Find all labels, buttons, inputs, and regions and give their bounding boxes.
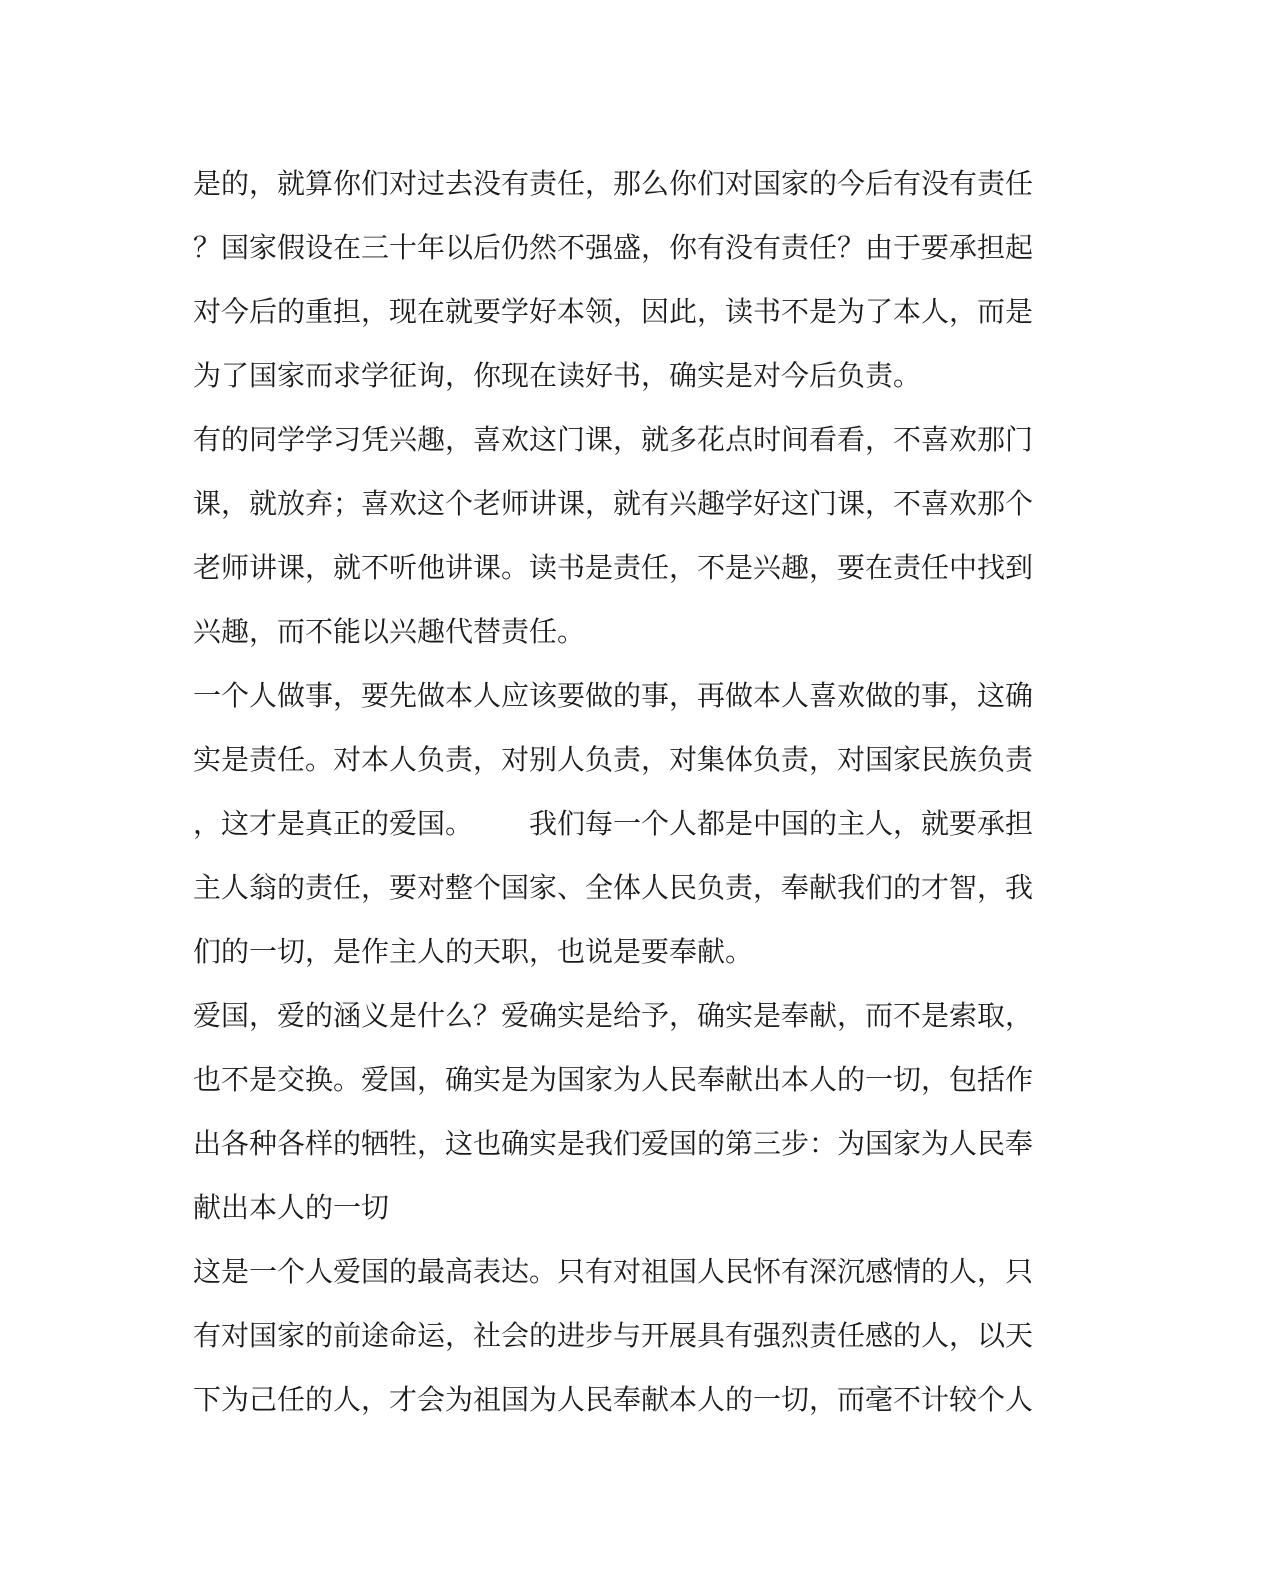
text-line: 们的一切，是作主人的天职，也说是要奉献。	[193, 935, 754, 968]
text-line: 爱国，爱的涵义是什么？爱确实是给予，确实是奉献，而不是索取，	[193, 999, 1034, 1032]
text-segment: ，这才是真正的爱国。	[193, 807, 474, 840]
text-line: 为了国家而求学征询，你现在读好书，确实是对今后负责。	[193, 359, 922, 392]
text-line: 对今后的重担，现在就要学好本领，因此，读书不是为了本人，而是	[193, 295, 1034, 328]
text-segment: 我们每一个人都是中国的主人，就要承担	[529, 807, 1034, 840]
text-line: 有对国家的前途命运，社会的进步与开展具有强烈责任感的人，以天	[193, 1319, 1034, 1352]
text-line	[193, 792, 1055, 856]
text-line: 实是责任。对本人负责，对别人负责，对集体负责，对国家民族负责	[193, 743, 1034, 776]
text-line: 兴趣，而不能以兴趣代替责任。	[193, 615, 586, 648]
text-line: 下为己任的人，才会为祖国为人民奉献本人的一切，而毫不计较个人	[193, 1383, 1034, 1416]
text-line: 课，就放弃；喜欢这个老师讲课，就有兴趣学好这门课，不喜欢那个	[193, 487, 1034, 520]
text-line: 这是一个人爱国的最高表达。只有对祖国人民怀有深沉感情的人，只	[193, 1255, 1034, 1288]
text-line: 主人翁的责任，要对整个国家、全体人民负责，奉献我们的才智，我	[193, 871, 1034, 904]
text-line: ？国家假设在三十年以后仍然不强盛，你有没有责任？由于要承担起	[193, 231, 1034, 264]
text-line: 老师讲课，就不听他讲课。读书是责任，不是兴趣，要在责任中找到	[193, 551, 1034, 584]
text-line: 也不是交换。爱国，确实是为国家为人民奉献出本人的一切，包括作	[193, 1063, 1034, 1096]
text-line: 有的同学学习凭兴趣，喜欢这门课，就多花点时间看看，不喜欢那门	[193, 423, 1034, 456]
text-line: 是的，就算你们对过去没有责任，那么你们对国家的今后有没有责任	[193, 167, 1034, 200]
body-text	[193, 152, 1055, 1432]
text-line: 出各种各样的牺牲，这也确实是我们爱国的第三步：为国家为人民奉	[193, 1127, 1034, 1160]
text-line: 一个人做事，要先做本人应该要做的事，再做本人喜欢做的事，这确	[193, 679, 1034, 712]
text-line: 献出本人的一切	[193, 1191, 390, 1224]
